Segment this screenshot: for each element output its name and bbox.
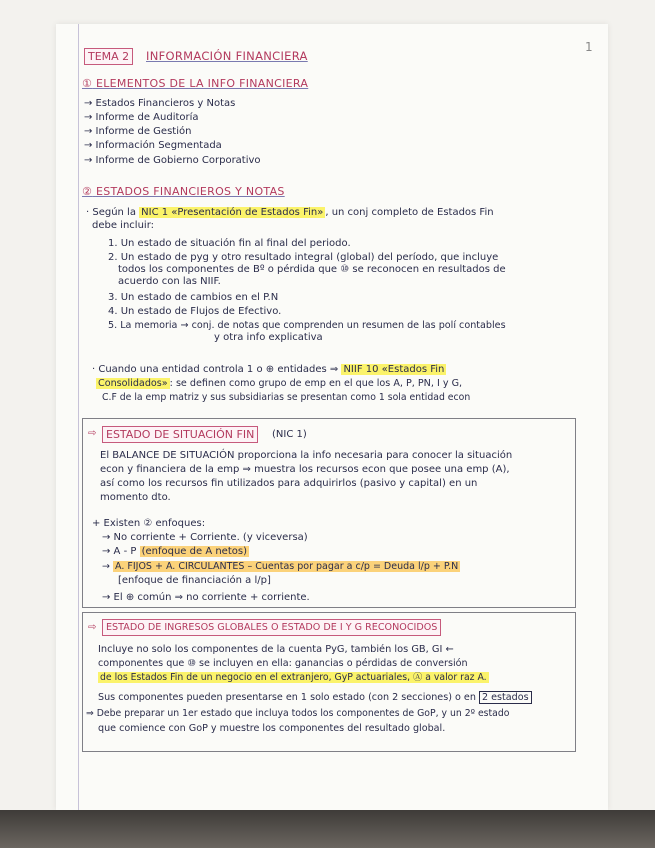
enfoque-text: → [102, 561, 110, 572]
intro-text: , un conj completo de Estados Fin [325, 207, 494, 218]
section2-heading [82, 186, 285, 198]
enfoque-text: → A - P [102, 546, 137, 557]
page-title: INFORMACIÓN FINANCIERA [146, 49, 308, 63]
two-states-box: 2 estados [479, 691, 532, 704]
box2-text: Incluye no solo los componentes de la cuenta PyG, también los GB, GI ← [98, 644, 454, 655]
section2-intro [86, 207, 494, 219]
consolidation-line: C.F de la emp matriz y sus subsidiarias se presentan como 1 sola entidad econ [102, 392, 471, 403]
enfoque-highlight: A. FIJOS + A. CIRCULANTES – Cuentas por pagar a c/p = Deuda l/p + P.N [115, 561, 459, 572]
box2-text: que comience con GoP y muestre los componentes del resultado global. [98, 723, 446, 734]
margin-line [78, 24, 79, 810]
desk-edge [0, 810, 655, 848]
box2-text: componentes que ⑩ se incluyen en ella: ganancias o pérdidas de conversión [98, 658, 468, 669]
consolidation-text: · Cuando una entidad controla 1 o ⊕ entidades ⇒ [92, 364, 339, 375]
box2-title: ESTADO DE INGRESOS GLOBALES O ESTADO DE I Y G RECONOCIDOS [102, 619, 441, 636]
box1-text: econ y financiera de la emp ⇒ muestra los recursos econ que posee una emp (A), [100, 464, 510, 475]
section1-number: ① [82, 77, 93, 90]
intro-text: · Según la [86, 207, 136, 218]
box1-arrow-icon: ⇨ [88, 428, 97, 439]
consolidation-text: : se definen como grupo de emp en el que los A, P, PN, I y G, [169, 378, 463, 389]
fs-list-item: 1. Un estado de situación fin al final del periodo. [108, 238, 351, 249]
box1-text: momento dto. [100, 492, 171, 503]
niif10-highlight: NIIF 10 «Estados Fin [343, 364, 445, 375]
enfoque-highlight: (enfoque de A netos) [141, 546, 247, 557]
enfoque-item: → El ⊕ común ⇒ no corriente + corriente. [102, 592, 310, 603]
box2-text: ⇒ Debe preparar un 1er estado que incluya todos los componentes de GoP, y un 2º estado [86, 708, 510, 719]
fs-list-item: 2. Un estado de pyg y otro resultado integral (global) del período, que incluye [108, 252, 499, 263]
fs-list-item: 3. Un estado de cambios en el P.N [108, 292, 279, 303]
fs-list-item: acuerdo con las NIIF. [118, 276, 221, 287]
tema-label: TEMA 2 [84, 48, 133, 65]
fs-list-item: 4. Un estado de Flujos de Efectivo. [108, 306, 282, 317]
section1-item: → Estados Financieros y Notas [84, 98, 236, 109]
section1-item: → Informe de Auditoría [84, 112, 199, 123]
section2-number: ② [82, 185, 93, 198]
consolidation-line [96, 378, 462, 390]
fs-list-item: 5. La memoria → conj. de notas que comprenden un resumen de las polí contables [108, 320, 506, 331]
fs-list-item: todos los componentes de Bº o pérdida que ⑩ se reconocen en resultados de [118, 264, 506, 275]
box1-text: así como los recursos fin utilizados para adquirirlos (pasivo y capital) en un [100, 478, 478, 489]
box1-text: El BALANCE DE SITUACIÓN proporciona la info necesaria para conocer la situación [100, 450, 513, 461]
box1-title-suffix: (NIC 1) [272, 429, 307, 440]
nic1-highlight: NIC 1 «Presentación de Estados Fin» [141, 207, 324, 218]
section1-item: → Informe de Gestión [84, 126, 192, 137]
box2-arrow-icon: ⇨ [88, 622, 97, 633]
box1-title: ESTADO DE SITUACIÓN FIN [102, 426, 258, 443]
enfoque-item [102, 561, 460, 573]
box2-text [98, 672, 489, 684]
section2-title: ESTADOS FINANCIEROS Y NOTAS [95, 185, 285, 198]
box2-text [98, 692, 532, 704]
box2-highlight: de los Estados Fin de un negocio en el extranjero, GyP actuariales, Ⓐ a valor raz A. [100, 672, 487, 683]
enfoque-item: → No corriente + Corriente. (y viceversa) [102, 532, 308, 543]
section1-title: ELEMENTOS DE LA INFO FINANCIERA [95, 77, 309, 90]
enfoque-item [102, 546, 249, 558]
box2-text-part: Sus componentes pueden presentarse en 1 solo estado (con 2 secciones) o en [98, 692, 476, 703]
section1-item: → Informe de Gobierno Corporativo [84, 155, 261, 166]
section2-intro-cont: debe incluir: [92, 220, 154, 231]
consolidation-line [92, 364, 446, 376]
page-number: 1 [585, 40, 593, 54]
niif10-highlight: Consolidados» [98, 378, 168, 389]
enfoque-item: [enfoque de financiación a l/p] [118, 575, 271, 586]
section1-heading [82, 78, 308, 90]
enfoques-heading: + Existen ② enfoques: [92, 518, 206, 529]
section1-item: → Información Segmentada [84, 140, 222, 151]
fs-list-item: y otra info explicativa [214, 332, 323, 343]
